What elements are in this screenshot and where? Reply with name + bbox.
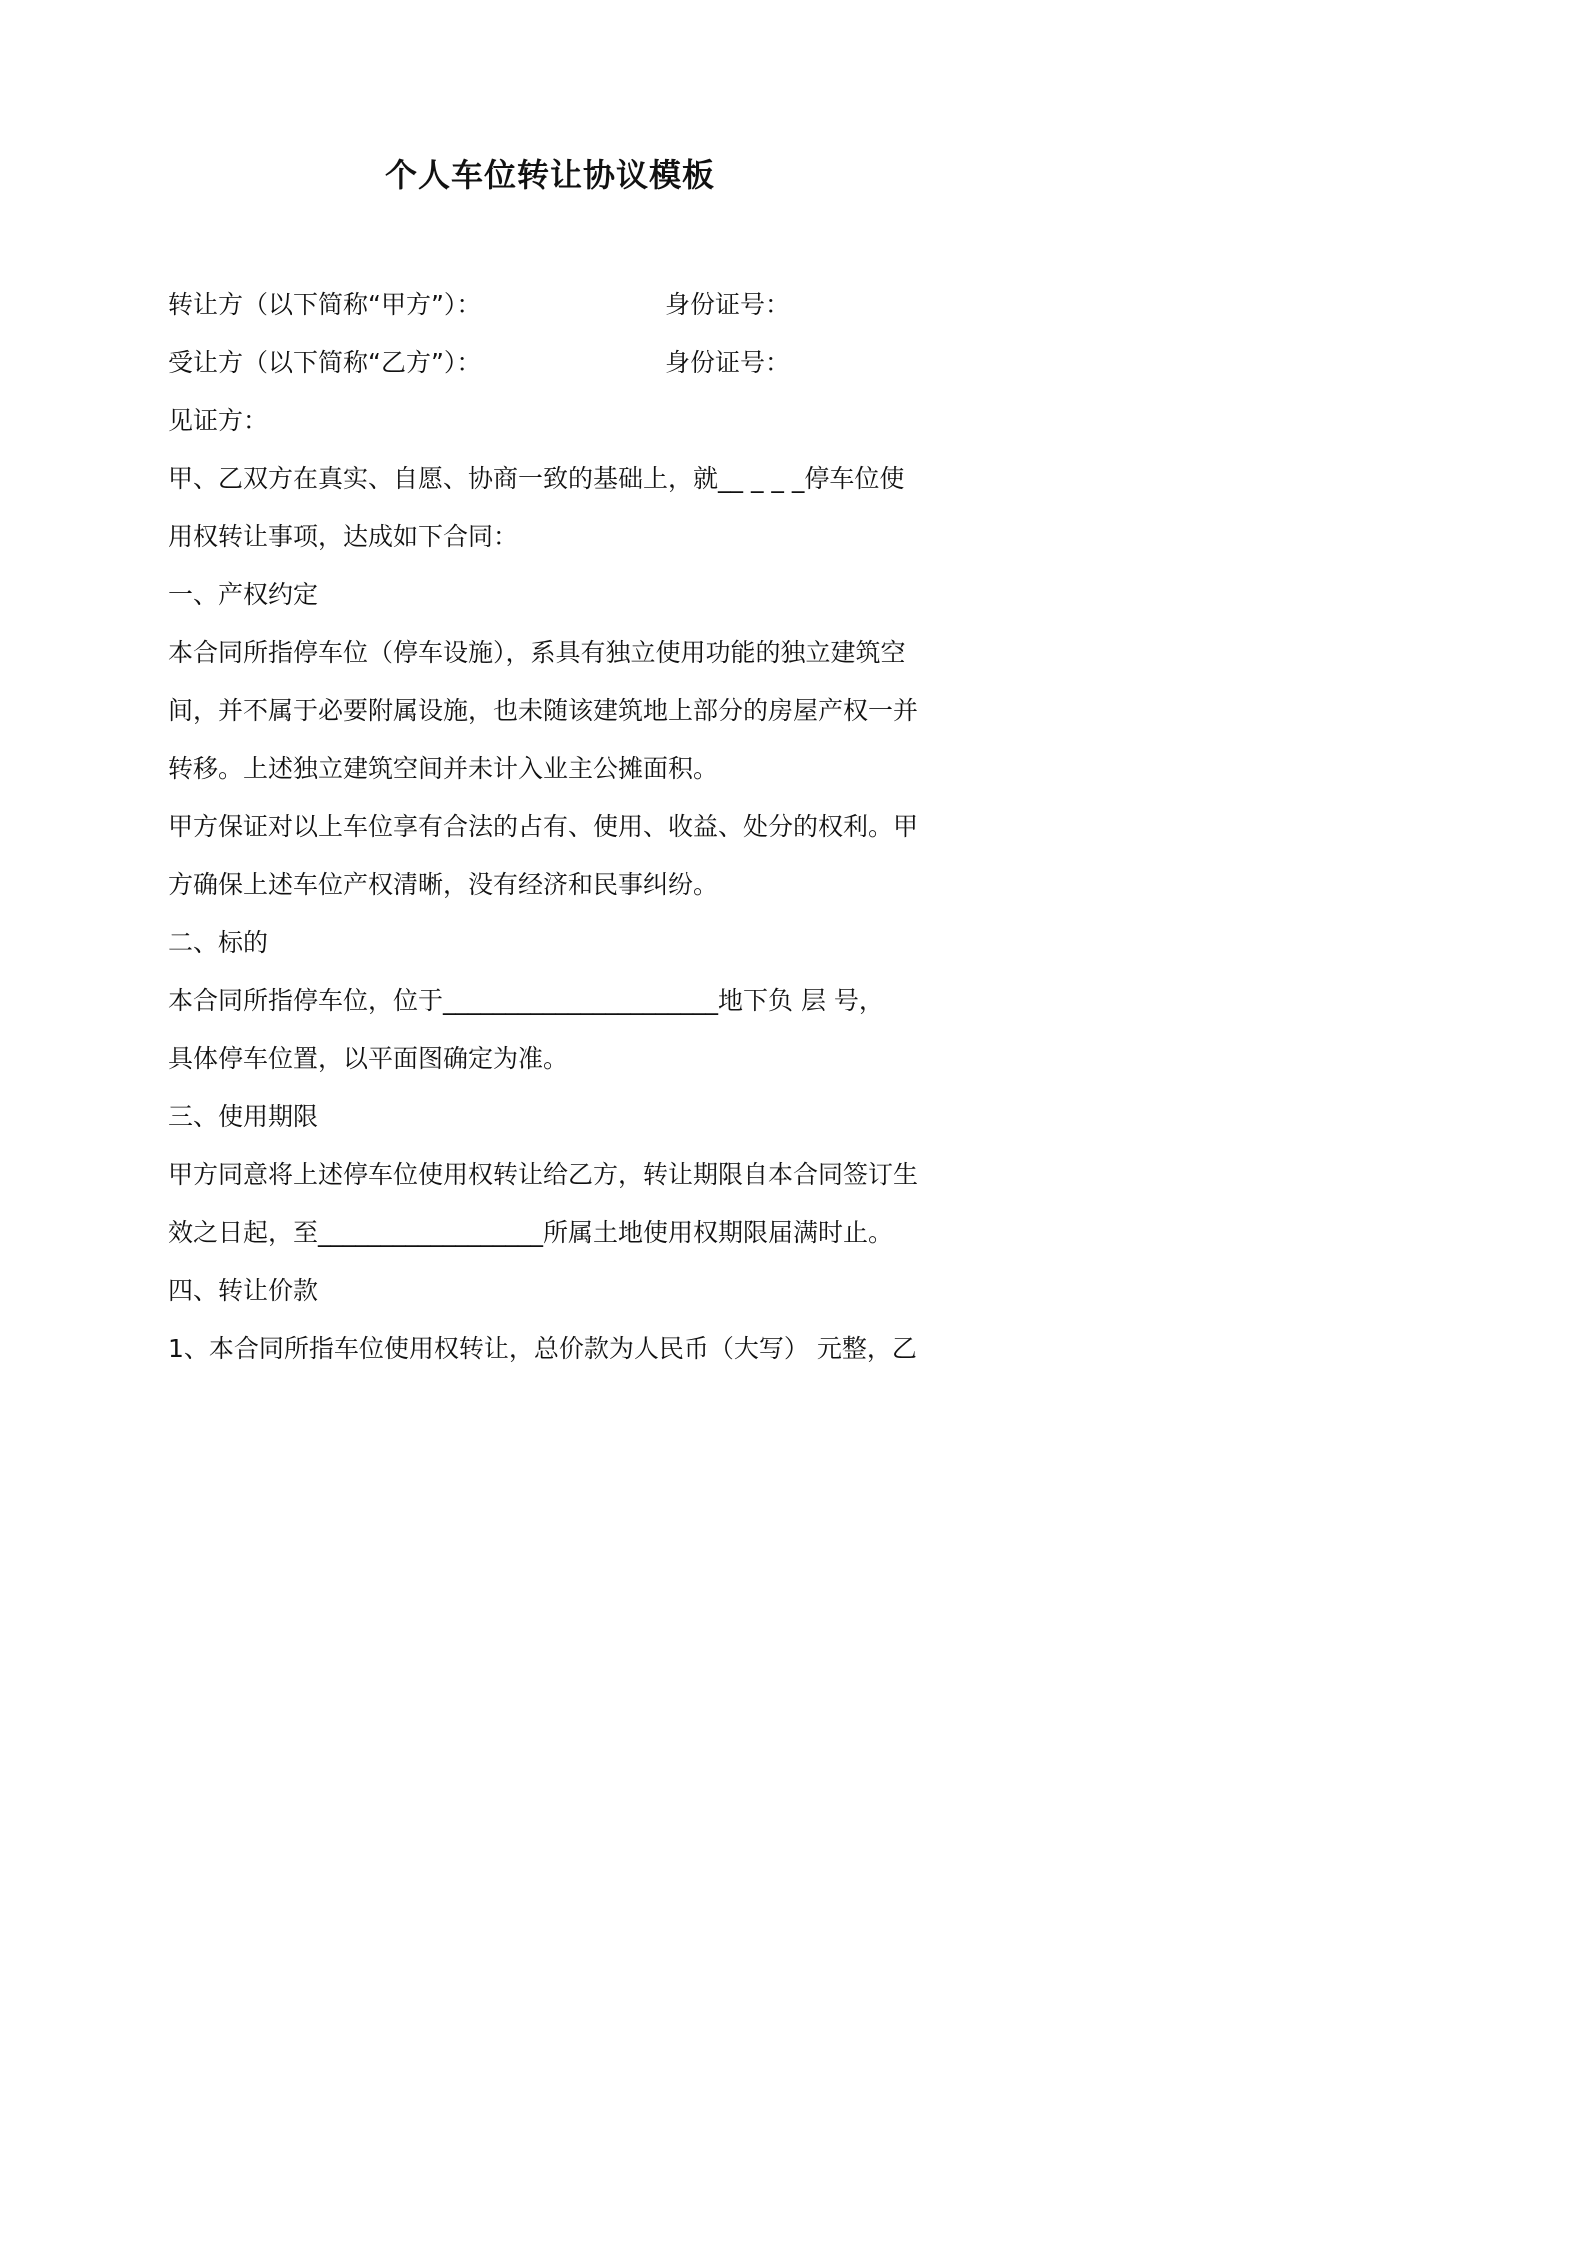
document-page <box>0 0 1100 1556</box>
section-1-paragraph-1-line-2: 间，并不属于必要附属设施，也未随该建筑地上部分的房屋产权一并 <box>168 696 919 725</box>
section-1-paragraph-1-line-3: 转移。上述独立建筑空间并未计入业主公摊面积。 <box>168 754 719 783</box>
section-3-line-1: 甲方同意将上述停车位使用权转让给乙方，转让期限自本合同签订生 <box>168 1160 919 1189</box>
witness-label: 见证方： <box>168 406 269 435</box>
section-4-heading: 四、转让价款 <box>168 1276 319 1305</box>
transferor-label: 转让方（以下简称“甲方”）： <box>168 290 482 319</box>
section-2-line-1: 本合同所指停车位，位于______________________地下负 层 号， <box>168 986 884 1015</box>
section-3-heading: 三、使用期限 <box>168 1102 319 1131</box>
section-1-heading: 一、产权约定 <box>168 580 319 609</box>
intro-line-2: 用权转让事项，达成如下合同： <box>168 522 519 551</box>
intro-line-1: 甲、乙双方在真实、自愿、协商一致的基础上，就__ _ _ _停车位使 <box>168 464 905 493</box>
transferee-id-label: 身份证号： <box>665 348 791 377</box>
document-title: 个人车位转让协议模板 <box>384 156 715 194</box>
section-1-paragraph-1-line-1: 本合同所指停车位（停车设施），系具有独立使用功能的独立建筑空 <box>168 638 906 667</box>
section-2-heading: 二、标的 <box>168 928 269 957</box>
section-3-line-2: 效之日起，至__________________所属土地使用权期限届满时止。 <box>168 1218 894 1247</box>
transferor-id-label: 身份证号： <box>665 290 791 319</box>
section-1-paragraph-2-line-1: 甲方保证对以上车位享有合法的占有、使用、收益、处分的权利。甲 <box>168 812 919 841</box>
section-4-line-1: 1、本合同所指车位使用权转让，总价款为人民币（大写） 元整，乙 <box>168 1334 917 1363</box>
section-2-line-2: 具体停车位置，以平面图确定为准。 <box>168 1044 569 1073</box>
section-1-paragraph-2-line-2: 方确保上述车位产权清晰，没有经济和民事纠纷。 <box>168 870 719 899</box>
transferee-label: 受让方（以下简称“乙方”）： <box>168 348 482 377</box>
